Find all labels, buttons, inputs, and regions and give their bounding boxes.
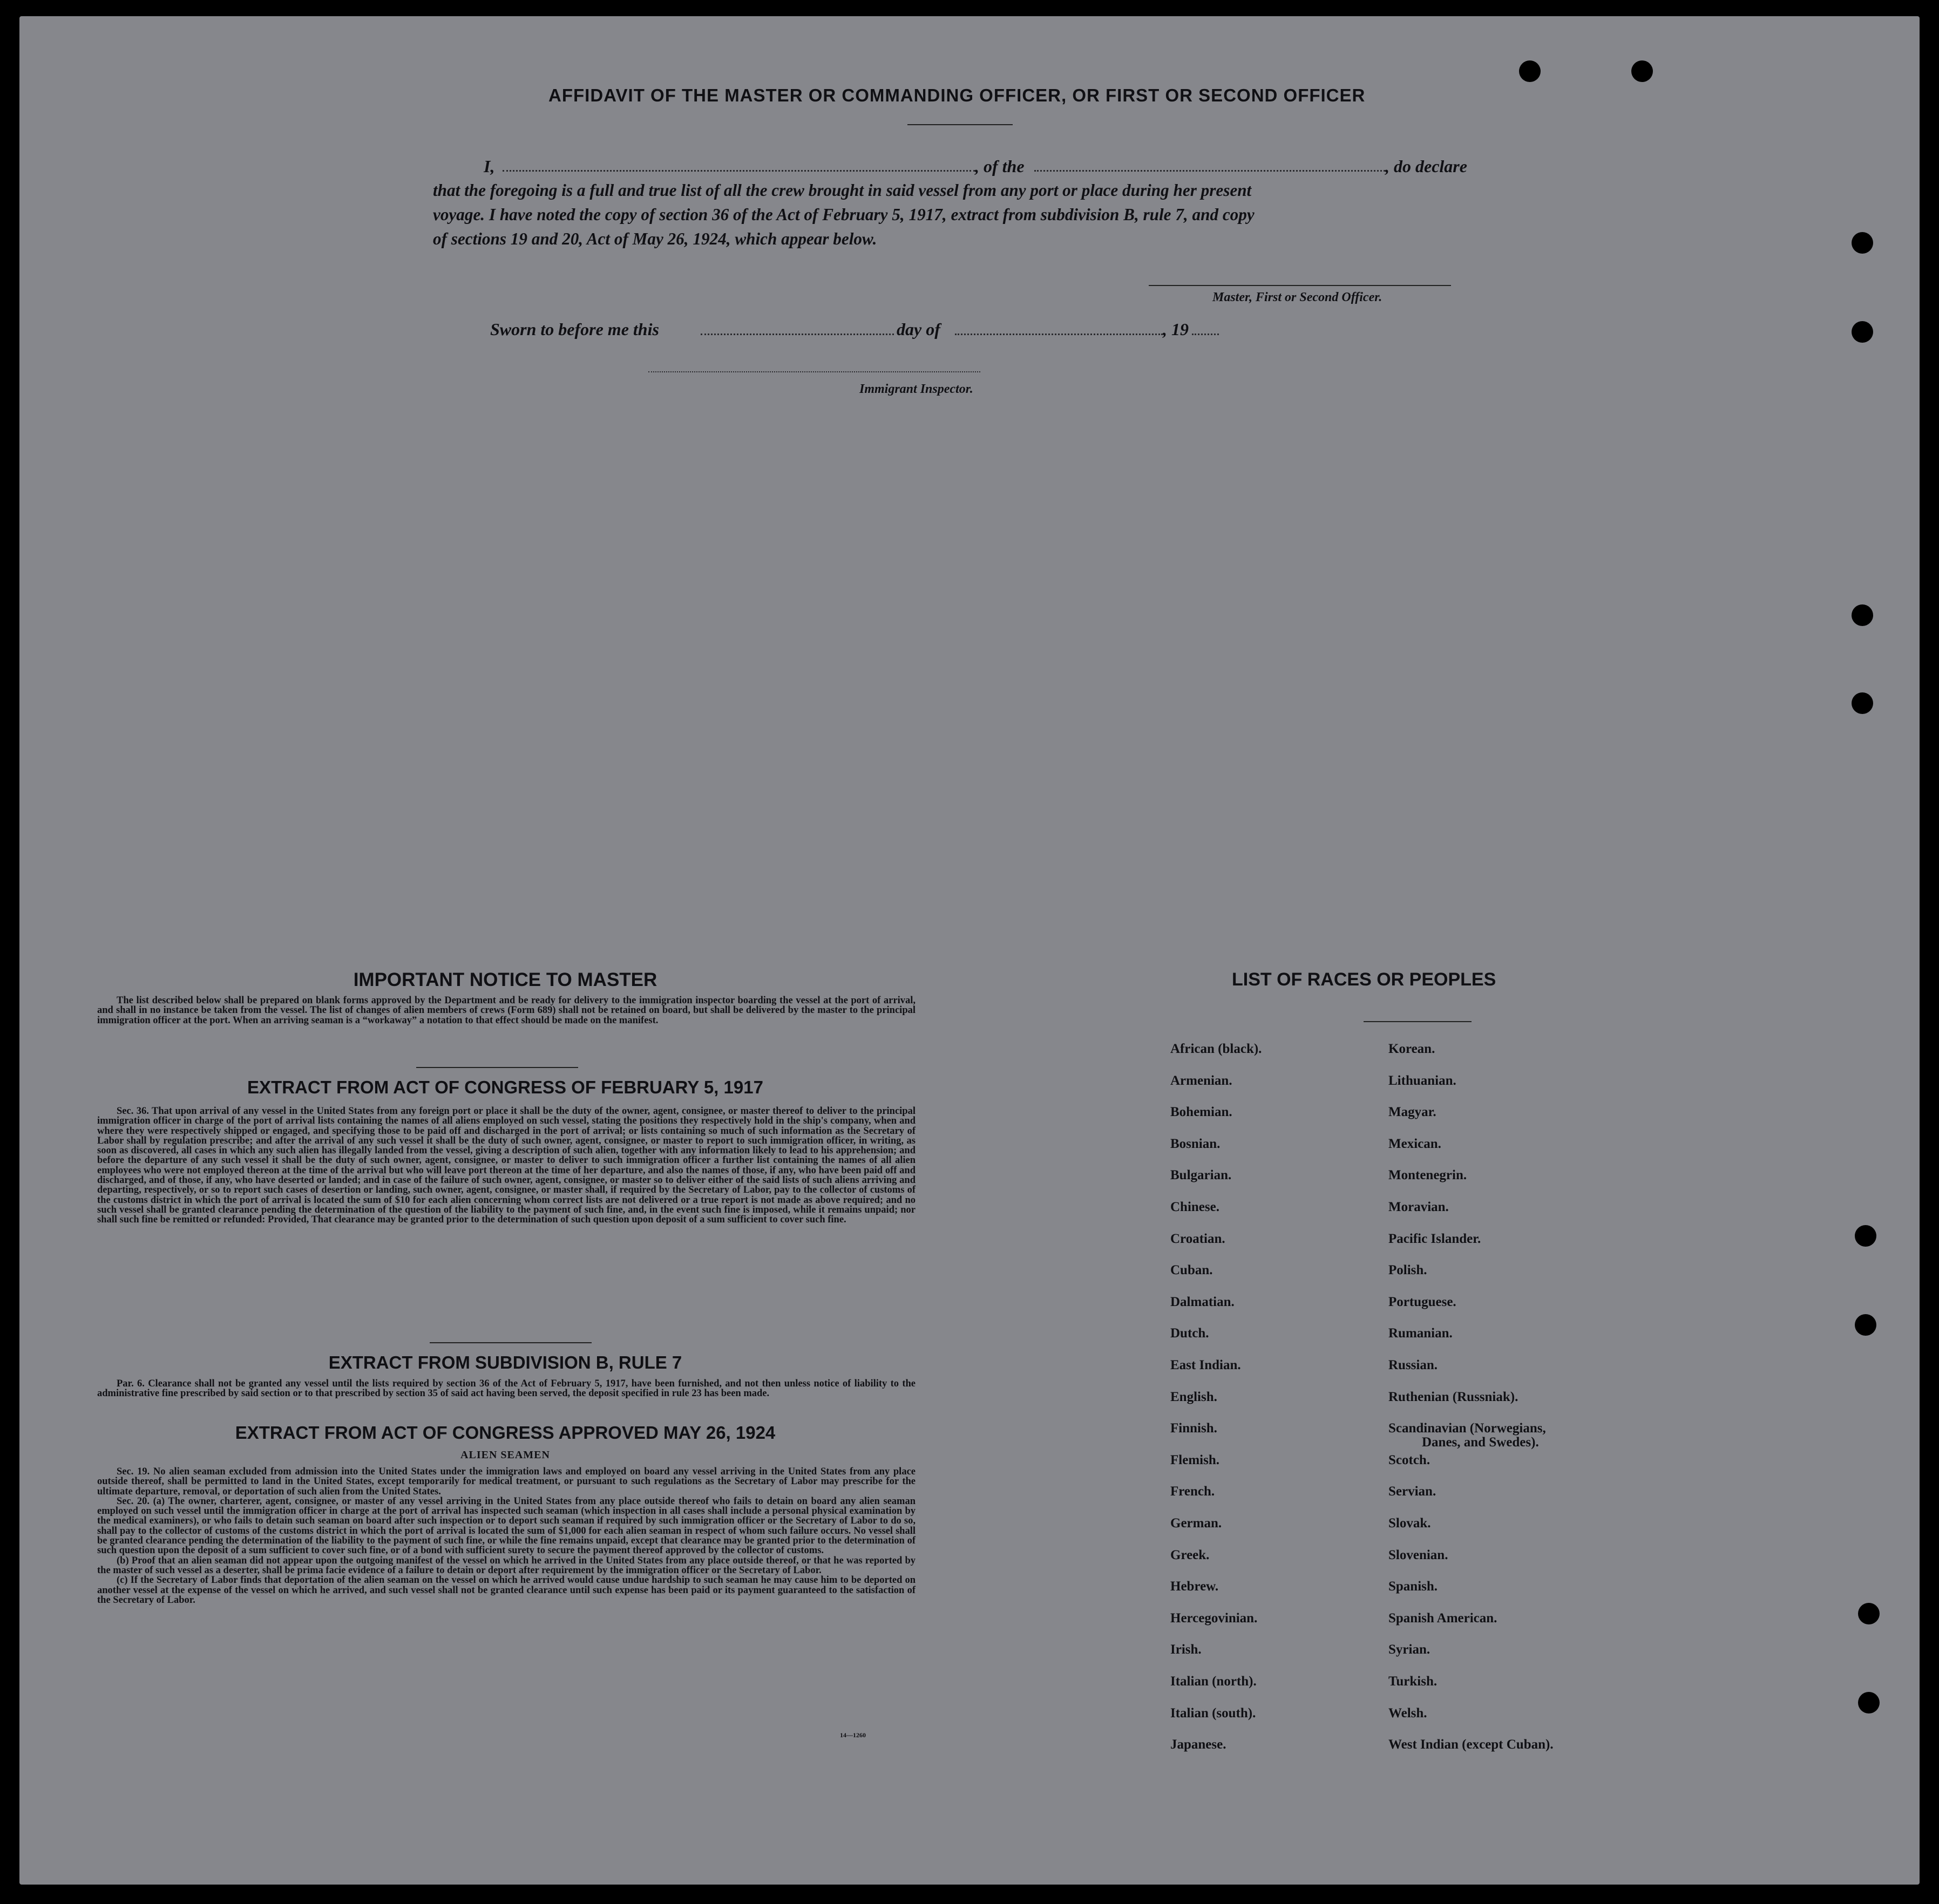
punch-hole <box>1852 321 1873 343</box>
race-item: Chinese. <box>1170 1200 1219 1214</box>
race-item: Portuguese. <box>1388 1294 1456 1309</box>
extract-1917-body <box>97 1106 916 1225</box>
race-item: Dutch. <box>1170 1326 1209 1341</box>
master-signature-line <box>1149 285 1451 286</box>
race-item: Spanish. <box>1388 1579 1438 1594</box>
race-item: German. <box>1170 1516 1222 1531</box>
day-of-label: day of <box>897 319 940 339</box>
notice-title: IMPORTANT NOTICE TO MASTER <box>353 969 657 990</box>
punch-hole <box>1858 1692 1880 1713</box>
race-item: Bosnian. <box>1170 1136 1221 1151</box>
race-item: African (black). <box>1170 1042 1262 1056</box>
section-19-paragraph: Sec. 19. No alien seaman excluded from admission into the United States under the immigration laws and employed on board any vessel arriving in the United States from any place outside thereof, shall be permitted to land in the United States, except temporarily for medical treatment, or pursuant to such regulations as the Secretary of Labor may prescribe for the ultimate departure, removal, or deportation of such alien from the United States. <box>97 1466 916 1497</box>
race-item: Japanese. <box>1170 1737 1226 1752</box>
race-item: Slovenian. <box>1388 1547 1448 1562</box>
inspector-signature-label: Immigrant Inspector. <box>859 382 973 396</box>
race-item: Servian. <box>1388 1484 1436 1499</box>
race-item: Irish. <box>1170 1642 1202 1657</box>
race-item: Mexican. <box>1388 1136 1441 1151</box>
section-36-paragraph: Sec. 36. That upon arrival of any vessel in the United States from any foreign port or place it shall be the duty of the owner, agent, consignee, or master thereof to deliver to the principal immigration officer in charge of the port of arrival lists containing the names of all aliens employed on such vessel, stating the positions they respectively hold in the ship's company, when and where they were respectively shipped or engaged, and specifying those to be paid off and discharged in the port of arrival; or lists containing so much of such information as the Secretary of Labor shall by regulation prescribe; and after the arrival of any such vessel it shall be the duty of such owner, agent, consignee, or master to report to such immigration officer, in writing, as soon as discovered, all cases in which any such alien has illegally landed from the vessel, giving a description of such alien, together with any information likely to lead to his apprehension; and before the departure of any such vessel it shall be the duty of such owner, agent, consignee, or master to deliver to such immigration officer a further list containing the names of all alien employees who were not employed thereon at the time of the arrival but who will leave port thereon at the time of her departure, and also the names of those, if any, who have been paid off and discharged, and of those, if any, who have deserted or landed; and in case of the failure of such owner, agent, consignee, or master so to deliver either of the said lists of such aliens arriving and departing, respectively, or so to report such cases of desertion or landing, such owner, agent, consignee, or master shall, if required by the Secretary of Labor, pay to the collector of customs of the customs district in which the port of arrival is located the sum of $10 for each alien concerning whom correct lists are not delivered or a true report is not made as above required; and no such vessel shall be granted clearance pending the determination of the question of the liability to the payment of such fine, and, in the event such fine is imposed, while it remains unpaid; nor shall such fine be remitted or refunded: Provided, That clearance may be granted prior to the determination of such question upon deposit of a sum sufficient to cover such fine. <box>97 1106 916 1226</box>
extract-1924-title: EXTRACT FROM ACT OF CONGRESS APPROVED MAY 26, 1924 <box>235 1423 776 1443</box>
race-item: Hebrew. <box>1170 1579 1219 1594</box>
title-underline <box>907 124 1013 125</box>
race-item: English. <box>1170 1389 1217 1404</box>
race-item: Cuban. <box>1170 1263 1213 1278</box>
master-signature-label: Master, First or Second Officer. <box>1212 290 1382 304</box>
race-item: Flemish. <box>1170 1452 1219 1467</box>
race-item: Armenian. <box>1170 1073 1232 1088</box>
race-item: Spanish American. <box>1388 1610 1497 1626</box>
affidavit-line-2: that the foregoing is a full and true list of all the crew brought in said vessel from any port or place during her present <box>433 181 1252 200</box>
race-item: Croatian. <box>1170 1231 1225 1246</box>
race-item: Polish. <box>1388 1263 1427 1278</box>
race-item: Finnish. <box>1170 1421 1217 1436</box>
affidavit-declare-label: , do declare <box>1385 157 1467 176</box>
document-page <box>19 16 1920 1885</box>
affidavit-line-4: of sections 19 and 20, Act of May 26, 1924, which appear below. <box>433 229 877 248</box>
race-item: West Indian (except Cuban). <box>1388 1737 1554 1752</box>
races-title: LIST OF RACES OR PEOPLES <box>1232 969 1496 990</box>
affidavit-line-3: voyage. I have noted the copy of section 36 of the Act of February 5, 1917, extract from subdivision B, rule 7, and copy <box>433 205 1255 224</box>
notice-body <box>97 996 916 1025</box>
affidavit-i-label: I, <box>484 157 495 176</box>
inspector-signature-line <box>648 371 980 372</box>
race-item: Syrian. <box>1388 1642 1430 1657</box>
alien-seamen-subtitle: ALIEN SEAMEN <box>460 1449 550 1461</box>
race-item: East Indian. <box>1170 1358 1241 1372</box>
punch-hole <box>1631 60 1653 82</box>
form-number: 14—1260 <box>840 1731 866 1739</box>
race-item: Russian. <box>1388 1358 1438 1372</box>
extract-1924-body <box>97 1467 916 1605</box>
race-item: Turkish. <box>1388 1674 1438 1689</box>
punch-hole <box>1852 604 1873 626</box>
punch-hole <box>1852 692 1873 714</box>
section-20a-paragraph: Sec. 20. (a) The owner, charterer, agent, consignee, or master of any vessel arriving in the United States from any place outside thereof who fails to detain on board any alien seaman employed on such vessel until the immigration officer in charge at the port of arrival has inspected such seaman (which inspection in all cases shall include a personal physical examination by the medical examiners), or who fails to detain such seaman on board after such inspection or to deport such seaman if required by such immigration officer or the Secretary of Labor to do so, shall pay to the collector of customs of the customs district in which the port of arrival is located the sum of $1,000 for each alien seaman in respect of whom such failure occurs. No vessel shall be granted clearance pending the determination of the liability to the payment of such fine, or while the fine remains unpaid, except that clearance may be granted prior to the determination of such question upon the deposit of a sum sufficient to cover such fine, or of a bond with sufficient surety to secure the payment thereof approved by the collector of customs. <box>97 1495 916 1556</box>
race-item: Lithuanian. <box>1388 1073 1456 1088</box>
race-item: Italian (south). <box>1170 1705 1256 1721</box>
punch-hole <box>1852 232 1873 254</box>
divider <box>416 1067 578 1068</box>
notice-paragraph: The list described below shall be prepared on blank forms approved by the Department and be ready for delivery to the immigration inspector boarding the vessel at the port of arrival, and shall in no instance be taken from the vessel. The list of changes of alien members of crews (Form 689) shall not be retained on board, but shall be delivered by the master to the principal immigration officer at the port. When an arriving seaman is a “workaway” a notation to that effect should be made on the manifest. <box>97 995 916 1026</box>
affidavit-of-the-label: , of the <box>975 157 1025 176</box>
extract-rule7-title: EXTRACT FROM SUBDIVISION B, RULE 7 <box>328 1352 682 1372</box>
sworn-label: Sworn to before me this <box>490 319 659 339</box>
punch-hole <box>1855 1225 1876 1247</box>
punch-hole <box>1855 1314 1876 1336</box>
race-item: Dalmatian. <box>1170 1294 1235 1309</box>
race-item: Korean. <box>1388 1042 1435 1056</box>
race-item: Italian (north). <box>1170 1674 1257 1689</box>
year-label: , 19 <box>1163 319 1189 339</box>
year-blank <box>1192 334 1219 335</box>
race-item: Danes, and Swedes). <box>1422 1435 1539 1450</box>
race-item: Scotch. <box>1388 1452 1430 1467</box>
race-item: Moravian. <box>1388 1200 1449 1214</box>
sworn-month-blank <box>955 334 1163 335</box>
divider <box>430 1342 592 1343</box>
punch-hole <box>1858 1603 1880 1624</box>
extract-1917-title: EXTRACT FROM ACT OF CONGRESS OF FEBRUARY 5, 1917 <box>247 1077 763 1097</box>
race-item: Montenegrin. <box>1388 1168 1467 1183</box>
punch-hole <box>1519 60 1541 82</box>
race-item: Bulgarian. <box>1170 1168 1232 1183</box>
race-item: French. <box>1170 1484 1215 1499</box>
race-item: Welsh. <box>1388 1705 1427 1721</box>
race-item: Slovak. <box>1388 1516 1431 1531</box>
race-item: Scandinavian (Norwegians, <box>1388 1421 1546 1436</box>
affidavit-title: AFFIDAVIT OF THE MASTER OR COMMANDING OFFICER, OR FIRST OR SECOND OFFICER <box>548 85 1366 105</box>
section-20c-paragraph: (c) If the Secretary of Labor finds that deportation of the alien seaman on the vessel on which he arrived would cause undue hardship to such seaman he may cause him to be deported on another vessel at the expense of the vessel on which he arrived, and such vessel shall not be granted clearance until such expense has been paid or its payment guaranteed to the satisfaction of the Secretary of Labor. <box>97 1575 916 1606</box>
race-item: Pacific Islander. <box>1388 1231 1481 1246</box>
race-item: Greek. <box>1170 1547 1210 1562</box>
race-item: Rumanian. <box>1388 1326 1453 1341</box>
race-item: Magyar. <box>1388 1105 1436 1120</box>
sworn-day-blank <box>701 334 894 335</box>
divider <box>1364 1021 1472 1022</box>
paragraph-6: Par. 6. Clearance shall not be granted any vessel until the lists required by section 36 of the Act of February 5, 1917, have been furnished, and not then unless notice of liability to the administrative fine prescribed by said section or to that prescribed by section 35 of said act having been served, the deposit specified in rule 23 has been made. <box>97 1378 916 1399</box>
race-item: Ruthenian (Russniak). <box>1388 1389 1518 1404</box>
name-blank <box>503 170 975 172</box>
extract-rule7-body <box>97 1379 916 1399</box>
race-item: Bohemian. <box>1170 1105 1232 1120</box>
race-item: Hercegovinian. <box>1170 1610 1258 1626</box>
vessel-blank <box>1034 170 1385 172</box>
section-20b-paragraph: (b) Proof that an alien seaman did not appear upon the outgoing manifest of the vessel on which he arrived in the United States from any place outside thereof, or that he was reported by the master of such vessel as a deserter, shall be prima facie evidence of a failure to detain or deport after requirement by the immigration officer or the Secretary of Labor. <box>97 1555 916 1576</box>
